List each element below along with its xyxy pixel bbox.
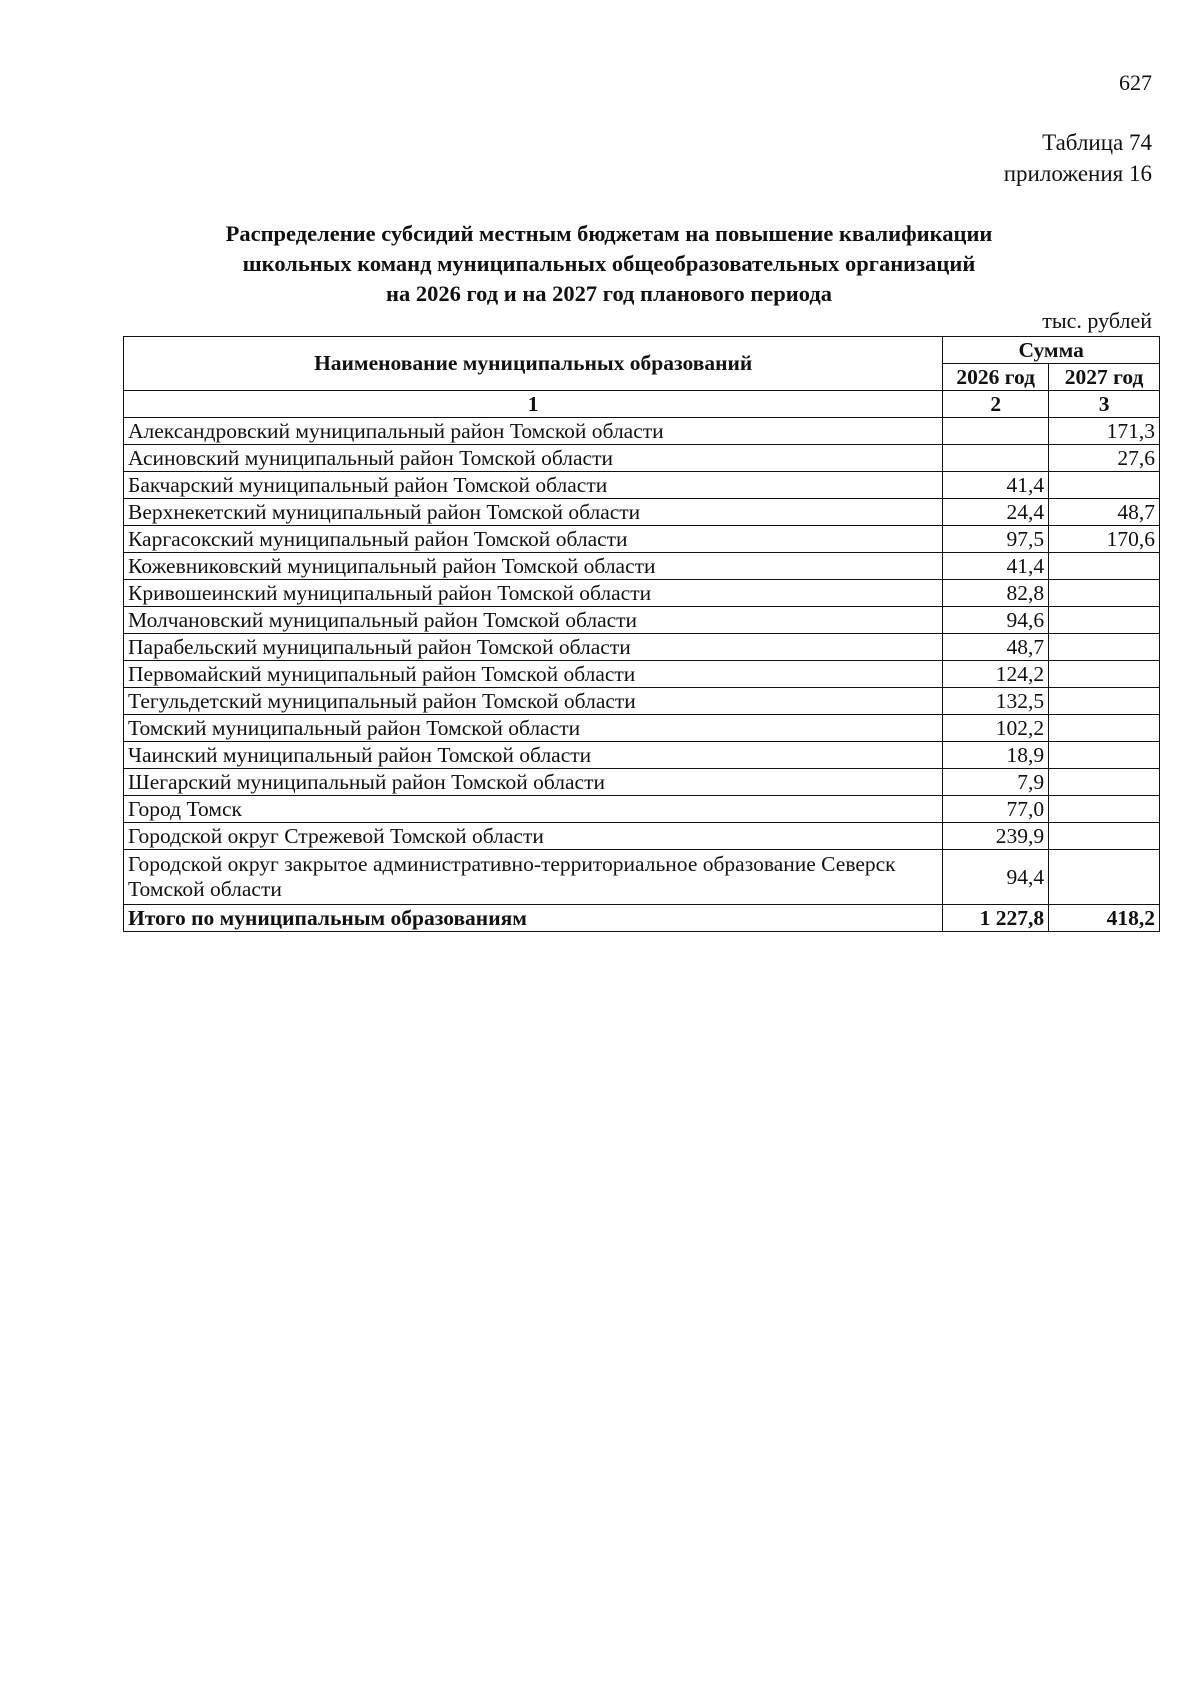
municipality-name: Парабельский муниципальный район Томской области	[124, 634, 943, 661]
total-row	[124, 905, 1160, 932]
municipality-name: Каргасокский муниципальный район Томской области	[124, 526, 943, 553]
amount-2027: 170,6	[1049, 526, 1160, 553]
municipality-name: Томский муниципальный район Томской области	[124, 715, 943, 742]
table-row	[124, 715, 1160, 742]
municipality-name: Александровский муниципальный район Томской области	[124, 418, 943, 445]
municipality-name: Первомайский муниципальный район Томской области	[124, 661, 943, 688]
table-row	[124, 850, 1160, 905]
amount-2026: 24,4	[943, 499, 1049, 526]
amount-2027	[1049, 472, 1160, 499]
title-line: Распределение субсидий местным бюджетам на повышение квалификации	[225, 221, 993, 246]
amount-2027	[1049, 850, 1160, 905]
table-row	[124, 553, 1160, 580]
units-label: тыс. рублей	[1042, 308, 1152, 333]
table-row	[124, 526, 1160, 553]
municipality-name: Асиновский муниципальный район Томской области	[124, 445, 943, 472]
amount-2026: 94,4	[943, 850, 1049, 905]
amount-2027	[1049, 823, 1160, 850]
amount-2026: 41,4	[943, 553, 1049, 580]
table-row	[124, 823, 1160, 850]
total-2026: 1 227,8	[943, 905, 1049, 932]
amount-2027	[1049, 553, 1160, 580]
table-reference	[1004, 127, 1152, 189]
table-row	[124, 742, 1160, 769]
table-row	[124, 634, 1160, 661]
table-row	[124, 580, 1160, 607]
total-2027: 418,2	[1049, 905, 1160, 932]
amount-2026	[943, 418, 1049, 445]
amount-2026: 94,6	[943, 607, 1049, 634]
municipality-name: Городской округ Стрежевой Томской области	[124, 823, 943, 850]
table-row	[124, 472, 1160, 499]
amount-2027	[1049, 715, 1160, 742]
municipality-name: Верхнекетский муниципальный район Томской области	[124, 499, 943, 526]
column-header-sum: Сумма	[943, 337, 1160, 364]
table-body	[124, 418, 1160, 905]
amount-2026: 132,5	[943, 688, 1049, 715]
table-row	[124, 688, 1160, 715]
amount-2026: 239,9	[943, 823, 1049, 850]
total-label: Итого по муниципальным образованиям	[124, 905, 943, 932]
amount-2027	[1049, 688, 1160, 715]
amount-2026: 77,0	[943, 796, 1049, 823]
amount-2026: 48,7	[943, 634, 1049, 661]
amount-2026: 18,9	[943, 742, 1049, 769]
amount-2027	[1049, 769, 1160, 796]
title-line: школьных команд муниципальных общеобразовательных организаций	[242, 251, 976, 276]
column-index: 3	[1049, 391, 1160, 418]
distribution-table	[123, 336, 1160, 932]
table-row	[124, 769, 1160, 796]
amount-2027: 171,3	[1049, 418, 1160, 445]
column-index-row	[124, 391, 1160, 418]
title-line: на 2026 год и на 2027 год планового периода	[386, 281, 832, 306]
table-row	[124, 796, 1160, 823]
amount-2026: 82,8	[943, 580, 1049, 607]
municipality-name: Бакчарский муниципальный район Томской области	[124, 472, 943, 499]
column-header-2027: 2027 год	[1049, 364, 1160, 391]
municipality-name: Город Томск	[124, 796, 943, 823]
page-number: 627	[1119, 70, 1152, 95]
table-row	[124, 661, 1160, 688]
column-index: 1	[124, 391, 943, 418]
municipality-name: Чаинский муниципальный район Томской области	[124, 742, 943, 769]
amount-2027	[1049, 580, 1160, 607]
document-title	[114, 219, 1104, 309]
amount-2026: 7,9	[943, 769, 1049, 796]
amount-2027: 48,7	[1049, 499, 1160, 526]
amount-2027: 27,6	[1049, 445, 1160, 472]
table-reference-line: Таблица 74	[1042, 130, 1152, 155]
table-row	[124, 418, 1160, 445]
header-row	[124, 337, 1160, 364]
amount-2027	[1049, 607, 1160, 634]
amount-2026: 41,4	[943, 472, 1049, 499]
column-index: 2	[943, 391, 1049, 418]
amount-2027	[1049, 796, 1160, 823]
table-row	[124, 445, 1160, 472]
amount-2026: 102,2	[943, 715, 1049, 742]
column-header-name: Наименование муниципальных образований	[124, 337, 943, 391]
municipality-name: Молчановский муниципальный район Томской области	[124, 607, 943, 634]
amount-2027	[1049, 661, 1160, 688]
municipality-name: Тегульдетский муниципальный район Томской области	[124, 688, 943, 715]
table-row	[124, 607, 1160, 634]
amount-2027	[1049, 634, 1160, 661]
amount-2026: 97,5	[943, 526, 1049, 553]
municipality-name: Кожевниковский муниципальный район Томской области	[124, 553, 943, 580]
amount-2026: 124,2	[943, 661, 1049, 688]
municipality-name: Шегарский муниципальный район Томской области	[124, 769, 943, 796]
municipality-name: Кривошеинский муниципальный район Томской области	[124, 580, 943, 607]
column-header-2026: 2026 год	[943, 364, 1049, 391]
amount-2026	[943, 445, 1049, 472]
municipality-name: Городской округ закрытое административно-территориальное образование Северск Томской области	[124, 850, 943, 905]
amount-2027	[1049, 742, 1160, 769]
table-reference-line: приложения 16	[1003, 161, 1152, 186]
table-row	[124, 499, 1160, 526]
